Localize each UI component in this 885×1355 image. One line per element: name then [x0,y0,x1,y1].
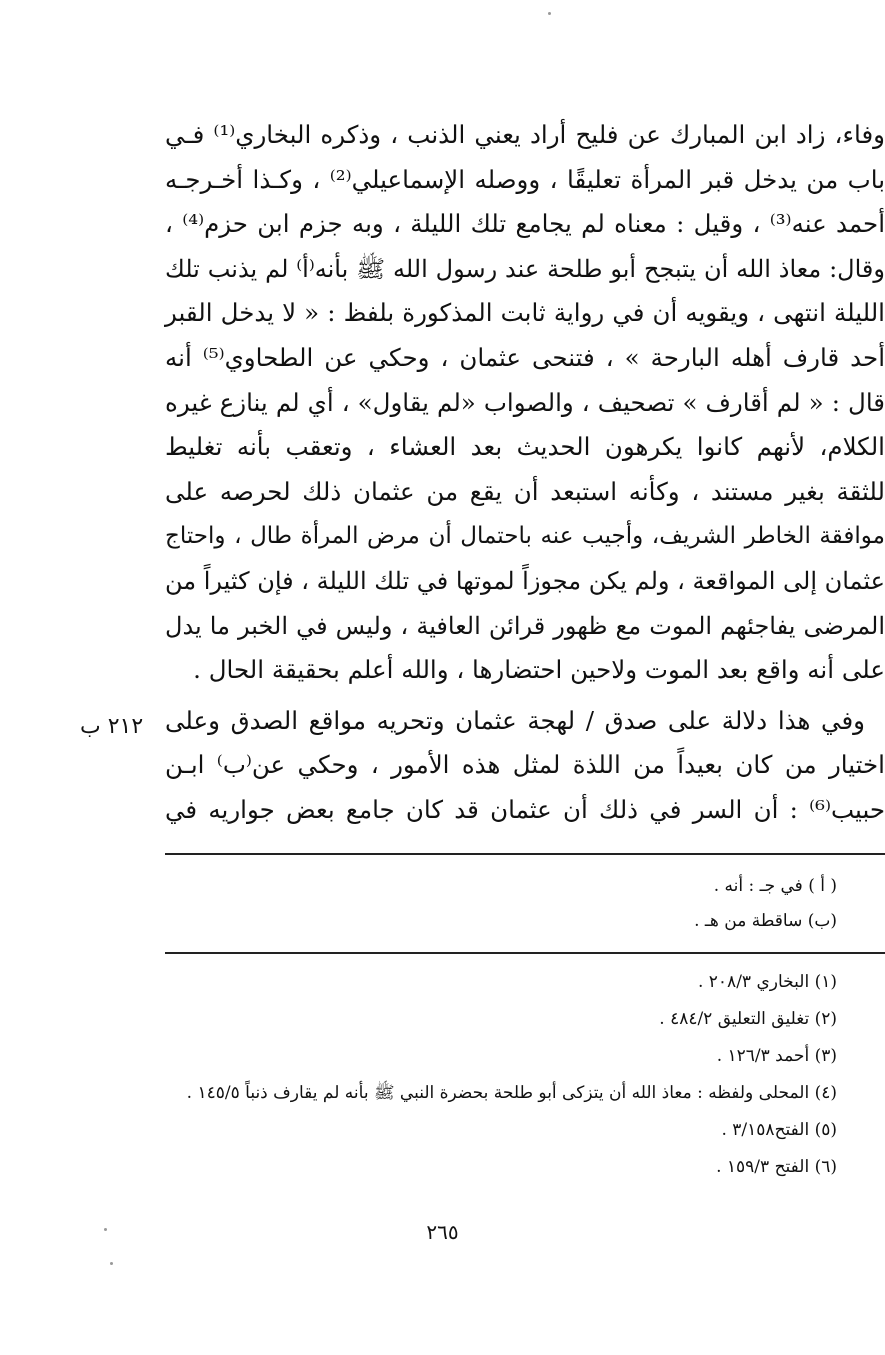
footnote: (٦) الفتح ١٥٩/٣ . [716,1157,837,1177]
text-line: وفي هذا دلالة على صدق / لهجة عثمان وتحريه مواقع الصدق وعلى [165,705,865,735]
text-line: موافقة الخاطر الشريف، وأجيب عنه باحتمال أن مرض المرأة طال ، واحتاج [165,523,885,550]
footnote: (١) البخاري ٢٠٨/٣ . [697,972,837,992]
text-line: على أنه واقع بعد الموت ولاحين احتضارها ، والله أعلم بحقيقة الحال . [193,655,885,685]
text-line: أحد قارف أهله البارحة » ، فتنحى عثمان ، وحكي عن الطحاوي⁽⁵⁾ أنه [165,342,885,372]
variant-note: ( أ ) في جـ : أنه . [713,876,837,896]
footnote: (٤) المحلى ولفظه : معاذ الله أن يتزكى أبو طلحة بحضرة النبي ﷺ بأنه لم يقارف ذنباً ١٤٥/٥ . [186,1083,837,1103]
text-line: قال : « لم أقارف » تصحيف ، والصواب «لم يقاول» ، أي لم ينازع غيره [165,387,885,417]
footnote-divider [165,853,885,855]
text-line: الكلام، لأنهم كانوا يكرهون الحديث بعد العشاء ، وتعقب بأنه تغليط [165,432,885,462]
page-number: ٢٦٥ [426,1220,459,1244]
text-line: المرضى يفاجئهم الموت مع ظهور قرائن العافية ، وليس في الخبر ما يدل [165,611,885,640]
main-text [165,113,885,833]
variant-note: (ب) ساقطة من هـ . [694,911,837,931]
footnote: (٣) أحمد ١٢٦/٣ . [716,1046,837,1066]
scan-speck [110,1262,113,1265]
text-line: وفاء، زاد ابن المبارك عن فليح أراد يعني الذنب ، وذكره البخاري⁽¹⁾ فـي [165,120,885,149]
text-line: حبيب⁽⁶⁾ : أن السر في ذلك أن عثمان قد كان جامع بعض جواريه في [165,794,885,824]
paragraph-2 [165,699,885,833]
footnote-divider [165,952,885,954]
scan-speck [548,12,551,15]
text-line: اختيار من كان بعيداً من اللذة لمثل هذه الأمور ، وحكي عن⁽ب⁾ ابـن [165,750,885,780]
footnote: (٢) تغليق التعليق ٤٨٤/٢ . [659,1009,837,1029]
variant-notes [165,869,837,939]
text-line: عثمان إلى المواقعة ، ولم يكن مجوزاً لموتها في تلك الليلة ، فإن كثيراً من [165,566,885,595]
manuscript-folio-marker: ٢١٢ ب [80,714,144,739]
text-line: للثقة بغير مستند ، وكأنه استبعد أن يقع من عثمان ذلك لحرصه على [165,476,885,506]
text-line: باب من يدخل قبر المرأة تعليقًا ، ووصله الإسماعيلي⁽²⁾ ، وكـذا أخـرجـه [165,164,885,194]
text-line: الليلة انتهى ، ويقويه أن في رواية ثابت المذكورة بلفظ : « لا يدخل القبر [165,298,885,328]
text-line: وقال: معاذ الله أن يتبجح أبو طلحة عند رسول الله ﷺ بأنه⁽أ⁾ لم يذنب تلك [165,254,885,283]
paragraph-1 [165,113,885,693]
footnote: (٥) الفتح٣/١٥٨ . [721,1120,837,1140]
footnotes [165,964,837,1186]
text-line: أحمد عنه⁽³⁾ ، وقيل : معناه لم يجامع تلك الليلة ، وبه جزم ابن حزم⁽⁴⁾ ، [165,209,885,239]
